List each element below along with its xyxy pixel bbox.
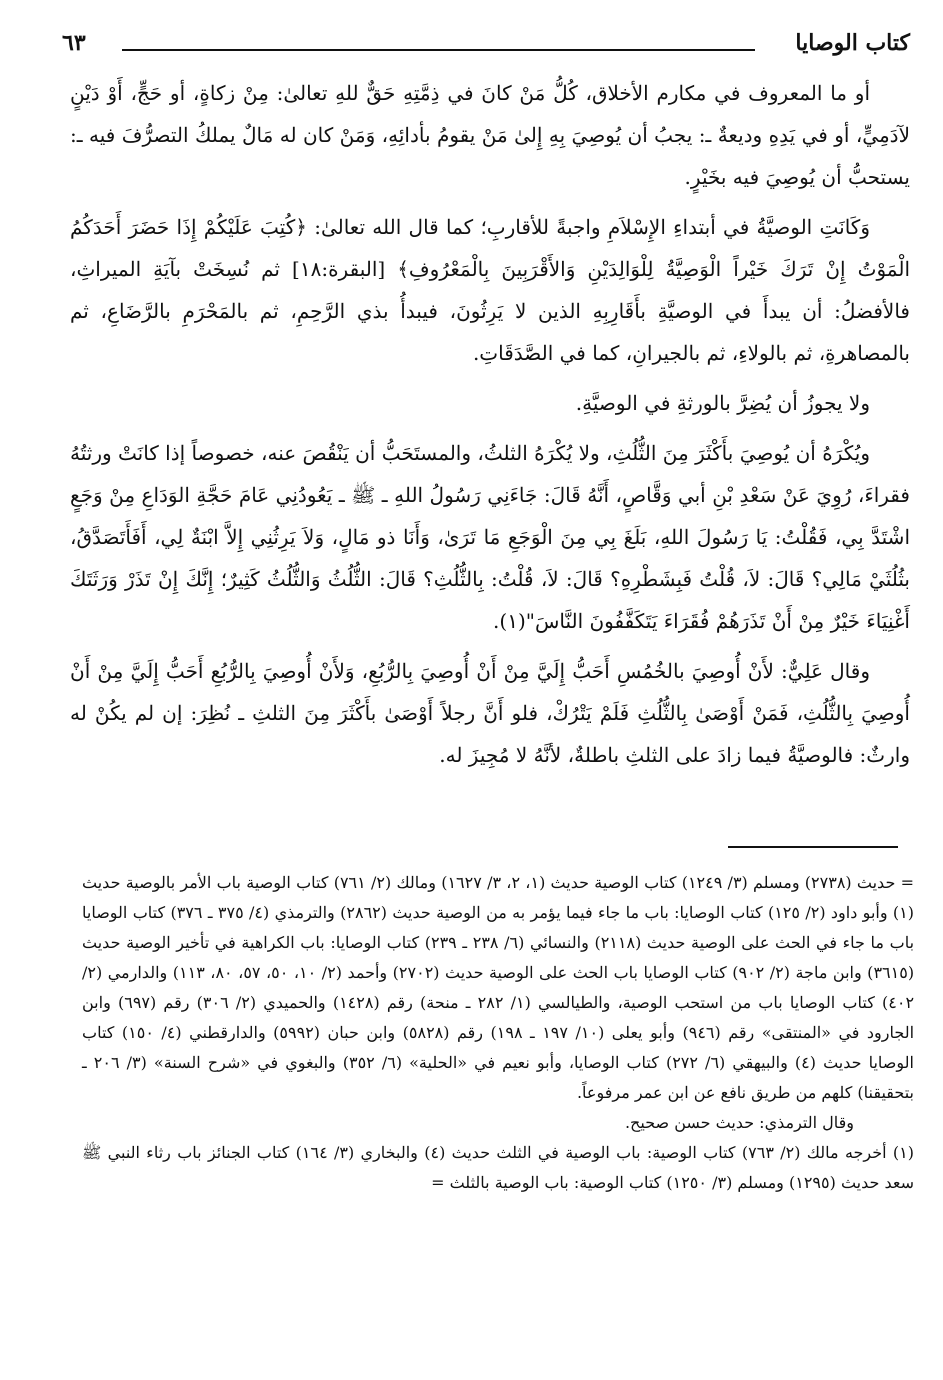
paragraph: وَكَانَتِ الوصيَّةُ في أبتداءِ الإِسْلاَمِ واجبةً للأقاربِ؛ كما قال الله تعالىٰ: ﴿كُتِبَ عَلَيْكُمْ إِذَا حَضَرَ أَحَدَكُمُ الْمَوْتُ إِنْ تَرَكَ خَيْراً الْوَصِيَّةُ لِلْوَالِدَيْنِ وَالأَقْرَبِينَ بِالْمَعْرُوفِ﴾ [البقرة:١٨] ثم نُسِخَتْ بآيَةِ الميراثِ، فالأفضلُ: أن يبدأَ في الوصيَّةِ بأَقَارِبِهِ الذين لا يَرِثُونَ، فيبدأُ بذي الرَّحِمِ، ثم بالمَحْرَمِ بالرَّضَاعِ، ثم بالمصاهرةِ، ثم بالولاءِ، ثم بالجيرانِ، كما في الصَّدَقَاتِ. [70,215,910,365]
footnote-separator [728,846,898,848]
chapter-title: كتاب الوصايا [795,30,910,56]
footnote: وقال الترمذي: حديث حسن صحيح. [624,1113,854,1132]
paragraph: أو ما المعروف في مكارم الأخلاق، كُلُّ مَنْ كانَ في ذِمَّتِهِ حَقٌّ للهِ تعالىٰ: مِنْ زكاةٍ، أو حَجٍّ، أَوْ دَيْنٍ لآدَمِيٍّ، أو في يَدِهِ وديعةٌ ـ: يجبُ أن يُوصِيَ بِهِ إِلىٰ مَنْ يقومُ بأدائِهِ، وَمَنْ كان له مَالٌ يملكُ التصرُّفَ فيه ـ: يستحبُّ أن يُوصِيَ فيه بخَيْرٍ. [70,81,910,189]
paragraph: ولا يجوزُ أن يُضِرَّ بالورثةِ في الوصيَّةِ. [575,391,870,415]
footnote: = حديث (٢٧٣٨) ومسلم (٣/ ١٢٤٩) كتاب الوصية حديث (١، ٢، ٣/ ١٦٢٧) ومالك (٢/ ٧٦١) كتاب الوصية باب الأمر بالوصية حديث (١) وأبو داود (٢/ ١٢٥) كتاب الوصايا: باب ما جاء فيما يؤمر به من الوصية حديث (٢٨٦٢) والترمذي (٤/ ٣٧٥ ـ ٣٧٦) كتاب الوصايا باب ما جاء في الحث على الوصية حديث (٢١١٨) والنسائي (٦/ ٢٣٨ ـ ٢٣٩) كتاب الوصايا: باب الكراهية في تأخير الوصية حديث (٣٦١٥) وابن ماجة (٢/ ٩٠٢) كتاب الوصايا باب الحث على الوصية حديث (٢٧٠٢) وأحمد (٢/ ١٠، ٥٠، ٥٧، ٨٠، ١١٣) والدارمي (٢/ ٤٠٢) كتاب الوصايا باب من استحب الوصية، والطيالسي (١/ ٢٨٢ ـ منحة) رقم (١٤٢٨) والحميدي (٢/ ٣٠٦) رقم (٦٩٧) وابن الجارود في «المنتقى» رقم (٩٤٦) وأبو يعلى (١٠/ ١٩٧ ـ ١٩٨) رقم (٥٨٢٨) وابن حبان (٥٩٩٢) والدارقطني (٤/ ١٥٠) كتاب الوصايا حديث (٤) والبيهقي (٦/ ٢٧٢) كتاب الوصايا، وأبو نعيم في «الحلية» (٦/ ٣٥٢) والبغوي في «شرح السنة» (٣/ ٢٠٦ ـ بتحقيقنا) كلهم من طريق نافع عن ابن عمر مرفوعاً. [82,873,915,1102]
main-text [70,72,910,784]
footnotes [82,868,914,1198]
paragraph: ويُكْرَهُ أن يُوصِيَ بأَكْثَرَ مِنَ الثُّلُثِ، ولا يُكْرَهُ الثلثُ، والمستَحَبُّ أن يَنْقُصَ عنه، خصوصاً إذا كانَتْ ورثتُهُ فقراءَ، رُوِيَ عَنْ سَعْدِ بْنِ أبي وَقَّاصٍ، أَنَّهُ قَالَ: جَاءَنِي رَسُولُ اللهِ ـ ﷺ ـ يَعُودُنِي عَامَ حَجَّةِ الوَدَاعِ مِنْ وَجَعٍ اشْتَدَّ بِي، فَقُلْتُ: يَا رَسُولَ اللهِ، بَلَغَ بِي مِنَ الْوَجَعِ مَا تَرَىٰ، وَأَنَا ذو مَالٍ، وَلاَ يَرِثُنِي إِلاَّ ابْنَةٌ لِي، أَفَأَتَصَدَّقُ، بثُلُثَيْ مَالِي؟ قَالَ: لاَ، قُلْتُ فَبِشَطْرِهِ؟ قَالَ: لاَ، قُلْتُ: بِالثُّلُثِ؟ قَالَ: الثُّلُثُ وَالثُّلُثُ كَثِيرٌ؛ إِنَّكَ إِنْ تَذَرْ وَرَثَتَكَ أَغْنِيَاءَ خَيْرٌ مِنْ أَنْ تَذَرَهُمْ فُقَرَاءَ يَتَكَفَّفُونَ النَّاسَ"(١). [70,441,910,633]
running-header [62,30,910,64]
page-number: ٦٣ [62,30,86,56]
paragraph: وقال عَلِيٌّ: لأَنْ أُوصِيَ بالخُمُسِ أَحَبُّ إِلَيَّ مِنْ أَنْ أُوصِيَ بِالرُّبُعِ، وَلأَنْ أُوصِيَ بِالرُّبُعِ أَحَبُّ إِلَيَّ مِنْ أَنْ أُوصِيَ بِالثُّلُثِ، فَمَنْ أَوْصَىٰ بِالثُّلُثِ فَلَمْ يَتْرُكْ، فلو أَنَّ رجلاً أَوْصَىٰ بأَكْثَرَ مِنَ الثلثِ ـ نُظِرَ: إن لم يكُنْ له وارثٌ: فالوصيَّةُ فيما زادَ على الثلثِ باطلةٌ، لأنَّهُ لا مُجِيزَ له. [70,659,910,767]
footnote: (١) أخرجه مالك (٢/ ٧٦٣) كتاب الوصية: باب الوصية في الثلث حديث (٤) والبخاري (٣/ ١٦٤) كتاب الجنائز باب رثاء النبي ﷺ سعد حديث (١٢٩٥) ومسلم (٣/ ١٢٥٠) كتاب الوصية: باب الوصية بالثلث = [82,1143,914,1192]
header-rule [122,49,755,51]
